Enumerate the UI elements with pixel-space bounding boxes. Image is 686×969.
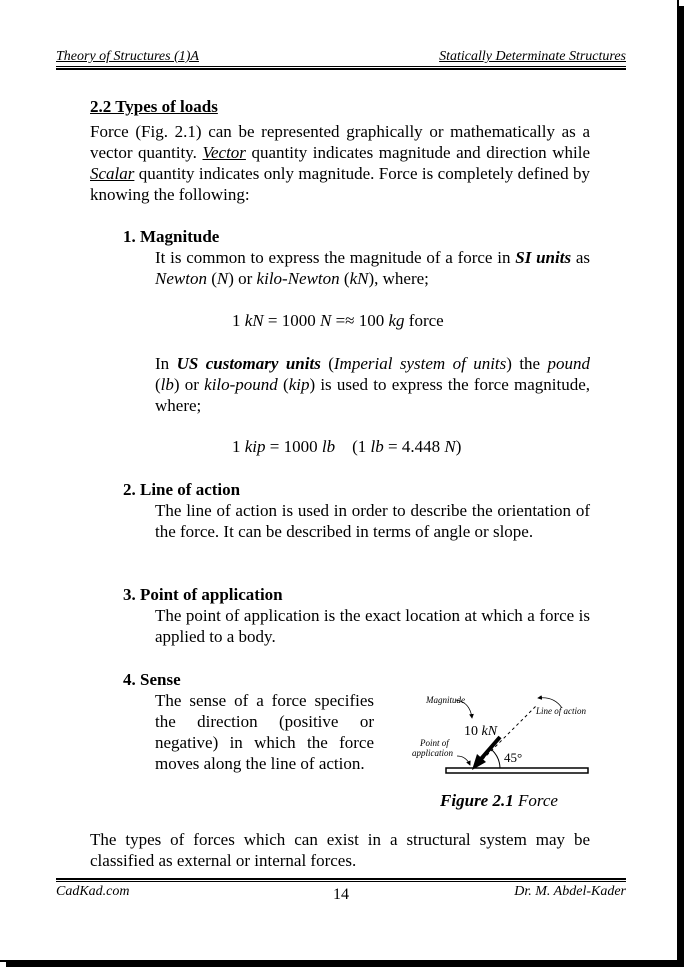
force-diagram [404,688,594,783]
surface-bar [446,768,588,773]
section-title: 2.2 Types of loads [90,97,218,116]
force-value-label: 10 kN [464,724,498,739]
point-callout [457,756,470,765]
footer-site: CadKad.com [56,884,130,899]
line-of-action-heading: 2. Line of action [123,480,241,499]
point-label-line-1: Point of [420,738,449,748]
angle-label: 45° [504,750,523,765]
angle-arc [492,750,500,768]
magnitude-label: Magnitude [426,695,465,705]
magnitude-paragraph-1: It is common to express the magnitude of a force in SI units as Newton (N) or kilo-Newton (kN), where; [155,248,590,288]
footer-rule [56,878,626,882]
closing-paragraph: The types of forces which can exist in a structural system may be classified as external or internal forces. [90,830,590,870]
magnitude-paragraph-2: In US customary units (Imperial system of units) the pound (lb) or kilo-pound (kip) is used to express the force magnitude, where; [155,354,591,415]
magnitude-heading: 1. Magnitude [123,227,220,246]
running-header [56,49,626,67]
scalar-term: Scalar [90,164,135,183]
vector-term: Vector [202,143,246,162]
point-of-application-heading: 3. Point of application [123,585,283,604]
line-of-action-paragraph: The line of action is used in order to describe the orientation of the force. It can be described in terms of angle or slope. [155,501,590,541]
equation-kip: 1 kip = 1000 lb (1 lb = 4.448 N) [232,437,462,456]
page-shadow-bottom [6,962,684,967]
footer-author: Dr. M. Abdel-Kader [514,884,626,899]
running-footer [56,884,626,904]
header-course: Theory of Structures (1)A [56,49,199,64]
header-rule [56,66,626,70]
page-shadow-right [679,6,684,966]
figure-caption: Figure 2.1 Force [440,791,558,810]
line-of-action-label: Line of action [536,706,586,716]
point-of-application-paragraph: The point of application is the exact location at which a force is applied to a body. [155,606,590,646]
sense-paragraph: The sense of a force specifies the direction (positive or negative) in which the force moves along the line of action. [155,691,374,773]
equation-kn: 1 kN = 1000 N =≈ 100 kg force [232,311,444,330]
point-label-line-2: application [412,748,453,758]
sense-heading: 4. Sense [123,670,181,689]
header-chapter: Statically Determinate Structures [439,49,626,64]
page-number: 14 [333,886,349,903]
intro-paragraph: Force (Fig. 2.1) can be represented graphically or mathematically as a vector quantity. Vector quantity indicates magnitude and direction while Scalar quantity indicates only magnitude. Force is completely defined by knowing the following: [90,122,590,204]
